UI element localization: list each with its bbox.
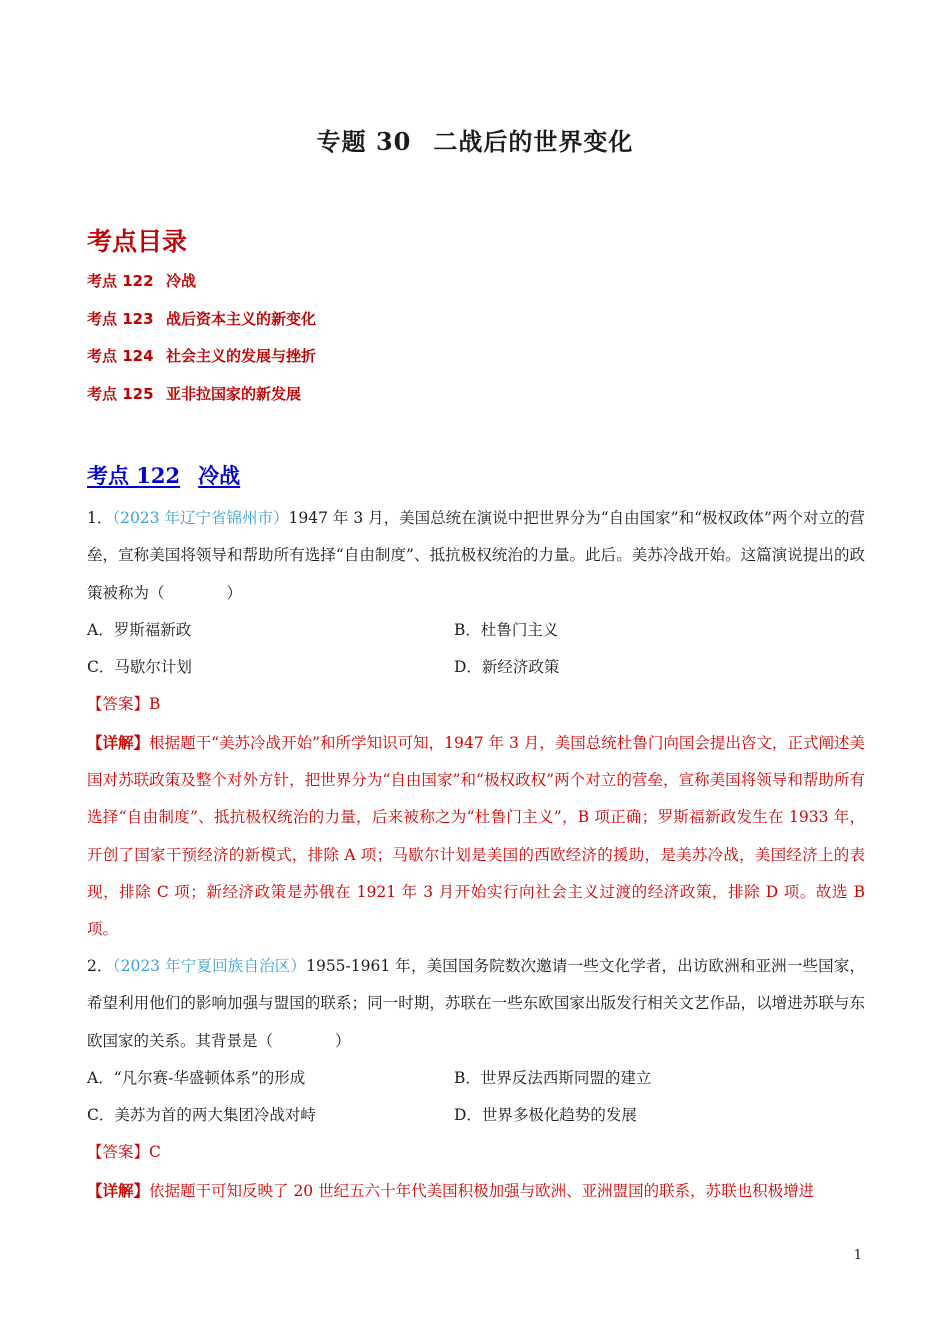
question-source: （2023 年辽宁省锦州市） <box>112 509 289 527</box>
toc-item-code: 考点 122 <box>87 272 154 290</box>
section-label: 冷战 <box>198 463 241 488</box>
question-number: 1． <box>87 509 113 527</box>
option-a[interactable]: A．“凡尔赛-华盛顿体系”的形成 <box>87 1068 306 1087</box>
question-stem <box>87 948 865 1060</box>
question-source: （2023 年宁夏回族自治区） <box>112 957 307 975</box>
toc-heading: 考点目录 <box>87 227 188 256</box>
question-2 <box>87 948 865 1210</box>
toc-item-label: 冷战 <box>166 272 197 290</box>
toc-item-code: 考点 125 <box>87 384 154 403</box>
toc-item-code: 考点 124 <box>87 347 154 365</box>
answer-value: B <box>149 695 161 714</box>
toc-item-code: 考点 123 <box>87 309 154 328</box>
toc-item-123[interactable] <box>87 308 316 346</box>
section-code: 考点 122 <box>87 463 181 488</box>
answer-line <box>87 686 865 723</box>
detail-text: 依据题干可知反映了 20 世纪五六十年代美国积极加强与欧洲、亚洲盟国的联系，苏联也积极增进 <box>149 1181 815 1200</box>
title-topic-number: 专题 30 <box>316 127 412 156</box>
detail-label: 【详解】 <box>87 732 150 752</box>
question-text: 1955-1961 年，美国国务院数次邀请一些文化学者，出访欧洲和亚洲一些国家，希望利用他们的影响加强与盟国的联系；同一时期，苏联在一些东欧国家出版发行相关文艺作品，以增进苏联与东欧国家的关系。其背景是（ ） <box>87 957 865 1050</box>
table-of-contents <box>87 270 316 420</box>
option-c[interactable]: C．马歇尔计划 <box>87 658 192 677</box>
detail-label: 【详解】 <box>87 1180 150 1200</box>
detail-paragraph <box>87 724 865 949</box>
question-text: 1947 年 3 月，美国总统在演说中把世界分为“自由国家”和“极权政体”两个对立的营垒，宣称美国将领导和帮助所有选择“自由制度”、抵抗极权统治的力量。此后。美苏冷战开始。这篇演说提出的政策被称为（ ） <box>87 509 865 602</box>
answer-value: C <box>149 1143 161 1162</box>
title-topic-name: 二战后的世界变化 <box>433 127 634 156</box>
option-grid <box>87 1060 865 1135</box>
option-d[interactable]: D．世界多极化趋势的发展 <box>454 1106 637 1125</box>
page-title <box>0 122 950 157</box>
answer-line <box>87 1134 865 1171</box>
question-1 <box>87 500 865 949</box>
toc-item-124[interactable] <box>87 345 316 383</box>
toc-item-label: 战后资本主义的新变化 <box>166 309 317 328</box>
toc-item-122[interactable] <box>87 270 316 308</box>
answer-label: 【答案】 <box>87 1143 150 1162</box>
option-a[interactable]: A．罗斯福新政 <box>87 620 192 639</box>
option-d[interactable]: D．新经济政策 <box>454 658 560 677</box>
section-heading <box>87 460 240 490</box>
toc-item-label: 社会主义的发展与挫折 <box>166 347 317 365</box>
answer-label: 【答案】 <box>87 695 150 714</box>
question-stem <box>87 500 865 612</box>
option-b[interactable]: B．世界反法西斯同盟的建立 <box>454 1068 652 1087</box>
toc-item-label: 亚非拉国家的新发展 <box>166 384 302 403</box>
toc-item-125[interactable] <box>87 383 316 421</box>
option-c[interactable]: C．美苏为首的两大集团冷战对峙 <box>87 1106 316 1125</box>
option-b[interactable]: B．杜鲁门主义 <box>454 620 559 639</box>
detail-text: 根据题干“美苏冷战开始”和所学知识可知，1947 年 3 月，美国总统杜鲁门向国会提出咨文，正式阐述美国对苏联政策及整个对外方针，把世界分为“自由国家”和“极权政权”两个对立的营垒，宣称美国将领导和帮助所有选择“自由制度”、抵抗极权统治的力量，后来被称之为“杜鲁门主义”，B 项正确；罗斯福新政发生在 1933 年，开创了国家干预经济的新模式，排除 A 项；马歇尔计划是美国的西欧经济的援助，是美苏冷战，美国经济上的表现，排除 C 项；新经济政策是苏俄在 1921 年 3 月开始实行向社会主义过渡的经济政策，排除 D 项。故选 B 项。 <box>87 733 865 939</box>
page-number: 1 <box>853 1248 862 1263</box>
option-grid <box>87 612 865 687</box>
detail-paragraph <box>87 1172 865 1210</box>
question-number: 2． <box>87 957 113 975</box>
